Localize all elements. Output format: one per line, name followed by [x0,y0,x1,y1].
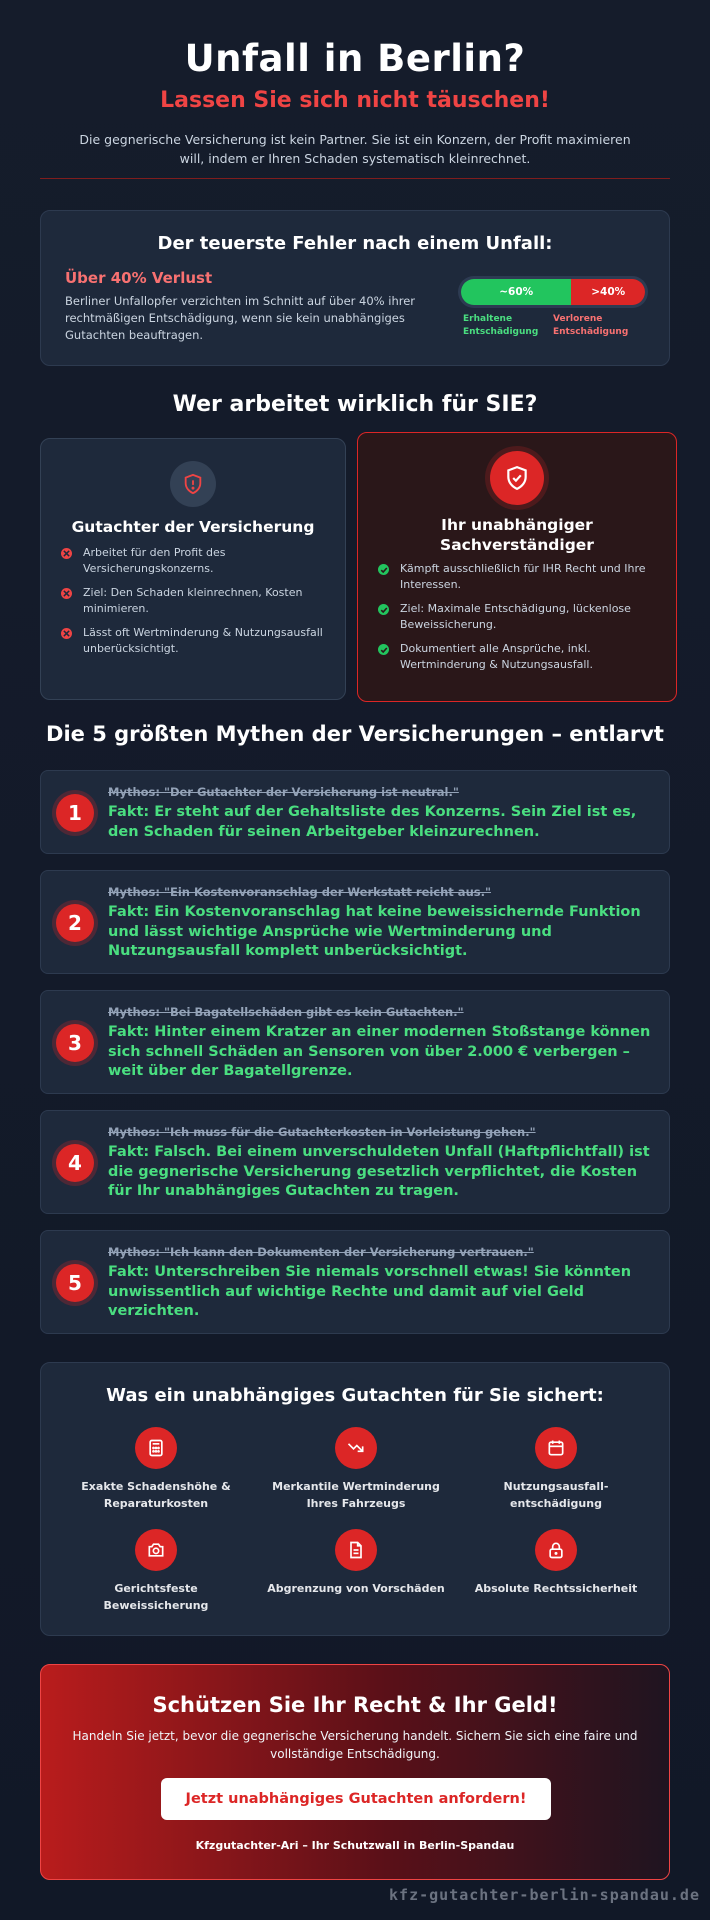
benefit-label: Absolute Rechtssicherheit [474,1582,638,1595]
benefit-item [461,1529,651,1597]
fact-text: Fakt: Er steht auf der Gehaltsliste des Konzerns. Sein Ziel ist es, den Schaden für seinen Arbeitgeber kleinzurechnen. [108,804,637,840]
myths-title: Die 5 größten Mythen der Versicherungen – entlarvt [46,722,664,746]
insurer-card [40,438,346,700]
loss-text: Berliner Unfallopfer verzichten im Schnitt auf über 40% ihrer rechtmäßigen Entschädigung, wenn sie kein unabhängiges Gutachten beauftragen. [65,294,416,342]
x-icon [61,548,72,559]
independent-list [378,561,660,681]
myth-text: Mythos: "Ein Kostenvoranschlag der Werkstatt reicht aus." [108,885,491,899]
benefit-item [261,1427,451,1512]
hero-text: Die gegnerische Versicherung ist kein Partner. Sie ist ein Konzern, der Profit maximieren will, indem er Ihren Schaden systematisch kleinrechnet. [79,132,631,166]
list-item: Ziel: Den Schaden kleinrechnen, Kosten minimieren. [61,585,329,617]
benefit-label: Gerichtsfeste Beweissicherung [103,1582,209,1612]
benefits-card [40,1362,670,1636]
received-segment: ~60% [461,279,571,305]
myth-number: 4 [56,1144,94,1182]
fact-text: Fakt: Falsch. Bei einem unverschuldeten Unfall (Haftpflichtfall) ist die gegnerische Versicherung gesetzlich verpflichtet, die Kosten für Ihr unabhängiges Gutachten zu tragen. [108,1144,650,1199]
page-title: Unfall in Berlin? [184,37,526,80]
request-appraisal-button[interactable]: Jetzt unabhängiges Gutachten anfordern! [161,1778,551,1820]
myth-text: Mythos: "Ich muss für die Gutachterkosten in Vorleistung gehen." [108,1125,536,1139]
check-icon [378,564,389,575]
cta-title: Schützen Sie Ihr Recht & Ihr Geld! [152,1693,558,1717]
loss-title: Der teuerste Fehler nach einem Unfall: [157,233,553,254]
x-icon [61,628,72,639]
myth-text: Mythos: "Ich kann den Dokumenten der Versicherung vertrauen." [108,1245,534,1259]
myth-card-4 [40,1110,670,1214]
myth-card-1 [40,770,670,854]
camera-icon [135,1529,177,1571]
benefit-item [61,1427,251,1512]
page-subtitle: Lassen Sie sich nicht täuschen! [160,88,550,113]
compensation-bar [461,279,645,305]
benefits-title: Was ein unabhängiges Gutachten für Sie sichert: [106,1385,604,1406]
benefit-item [461,1427,651,1512]
independent-title: Ihr unabhängiger Sachverständiger [440,516,594,554]
list-item: Lässt oft Wertminderung & Nutzungsausfall unberücksichtigt. [61,625,329,657]
myth-number: 3 [56,1024,94,1062]
list-item: Arbeitet für den Profit des Versicherungskonzerns. [61,545,329,577]
list-item: Kämpft ausschließlich für IHR Recht und Ihre Interessen. [378,561,660,593]
check-icon [378,644,389,655]
lock-icon [535,1529,577,1571]
list-item: Ziel: Maximale Entschädigung, lückenlose Beweissicherung. [378,601,660,633]
loss-card [40,210,670,366]
benefit-item [261,1529,451,1597]
cta-section [40,1664,670,1880]
received-caption: Erhaltene Entschädigung [463,314,539,337]
benefit-label: Abgrenzung von Vorschäden [267,1582,445,1595]
benefit-label: Nutzungsausfall-entschädigung [503,1480,609,1510]
lost-caption: Verlorene Entschädigung [553,314,629,337]
compare-title: Wer arbeitet wirklich für SIE? [172,392,538,417]
shield-alert-icon [170,461,216,507]
independent-card [357,432,677,702]
hero-section [40,36,670,168]
watermark: kfz-gutachter-berlin-spandau.de [389,1886,700,1904]
fact-text: Fakt: Unterschreiben Sie niemals vorschnell etwas! Sie könnten unwissentlich auf wichtige Rechte und damit auf viel Geld verzichten. [108,1264,632,1319]
cta-text: Handeln Sie jetzt, bevor die gegnerische Versicherung handelt. Sichern Sie sich eine faire und vollständige Entschädigung. [72,1729,638,1761]
insurer-list [61,545,329,665]
hero-divider [40,178,670,179]
myth-text: Mythos: "Der Gutachter der Versicherung ist neutral." [108,785,459,799]
shield-check-icon [490,451,544,505]
myth-text: Mythos: "Bei Bagatellschäden gibt es kein Gutachten." [108,1005,464,1019]
cta-footer: Kfzgutachter-Ari – Ihr Schutzwall in Berlin-Spandau [195,1839,515,1852]
loss-info [65,269,445,344]
insurer-title: Gutachter der Versicherung [71,518,315,536]
benefit-label: Merkantile Wertminderung Ihres Fahrzeugs [272,1480,440,1510]
myth-number: 1 [56,794,94,832]
check-icon [378,604,389,615]
myth-card-5 [40,1230,670,1334]
lost-segment: >40% [571,279,645,305]
document-icon [335,1529,377,1571]
benefit-item [61,1529,251,1614]
calendar-icon [535,1427,577,1469]
fact-text: Fakt: Ein Kostenvoranschlag hat keine beweissichernde Funktion und lässt wichtige Ansprüche wie Wertminderung und Nutzungsausfall komplett unberücksichtigt. [108,904,641,959]
list-item: Dokumentiert alle Ansprüche, inkl. Wertminderung & Nutzungsausfall. [378,641,660,673]
calculator-icon [135,1427,177,1469]
myth-number: 2 [56,904,94,942]
benefit-label: Exakte Schadenshöhe & Reparaturkosten [81,1480,231,1510]
myth-card-2 [40,870,670,974]
trending-down-icon [335,1427,377,1469]
myth-number: 5 [56,1264,94,1302]
loss-headline: Über 40% Verlust [65,269,213,287]
x-icon [61,588,72,599]
fact-text: Fakt: Hinter einem Kratzer an einer modernen Stoßstange können sich schnell Schäden an Sensoren von über 2.000 € verbergen – weit über der Bagatellgrenze. [108,1024,651,1079]
myth-card-3 [40,990,670,1094]
